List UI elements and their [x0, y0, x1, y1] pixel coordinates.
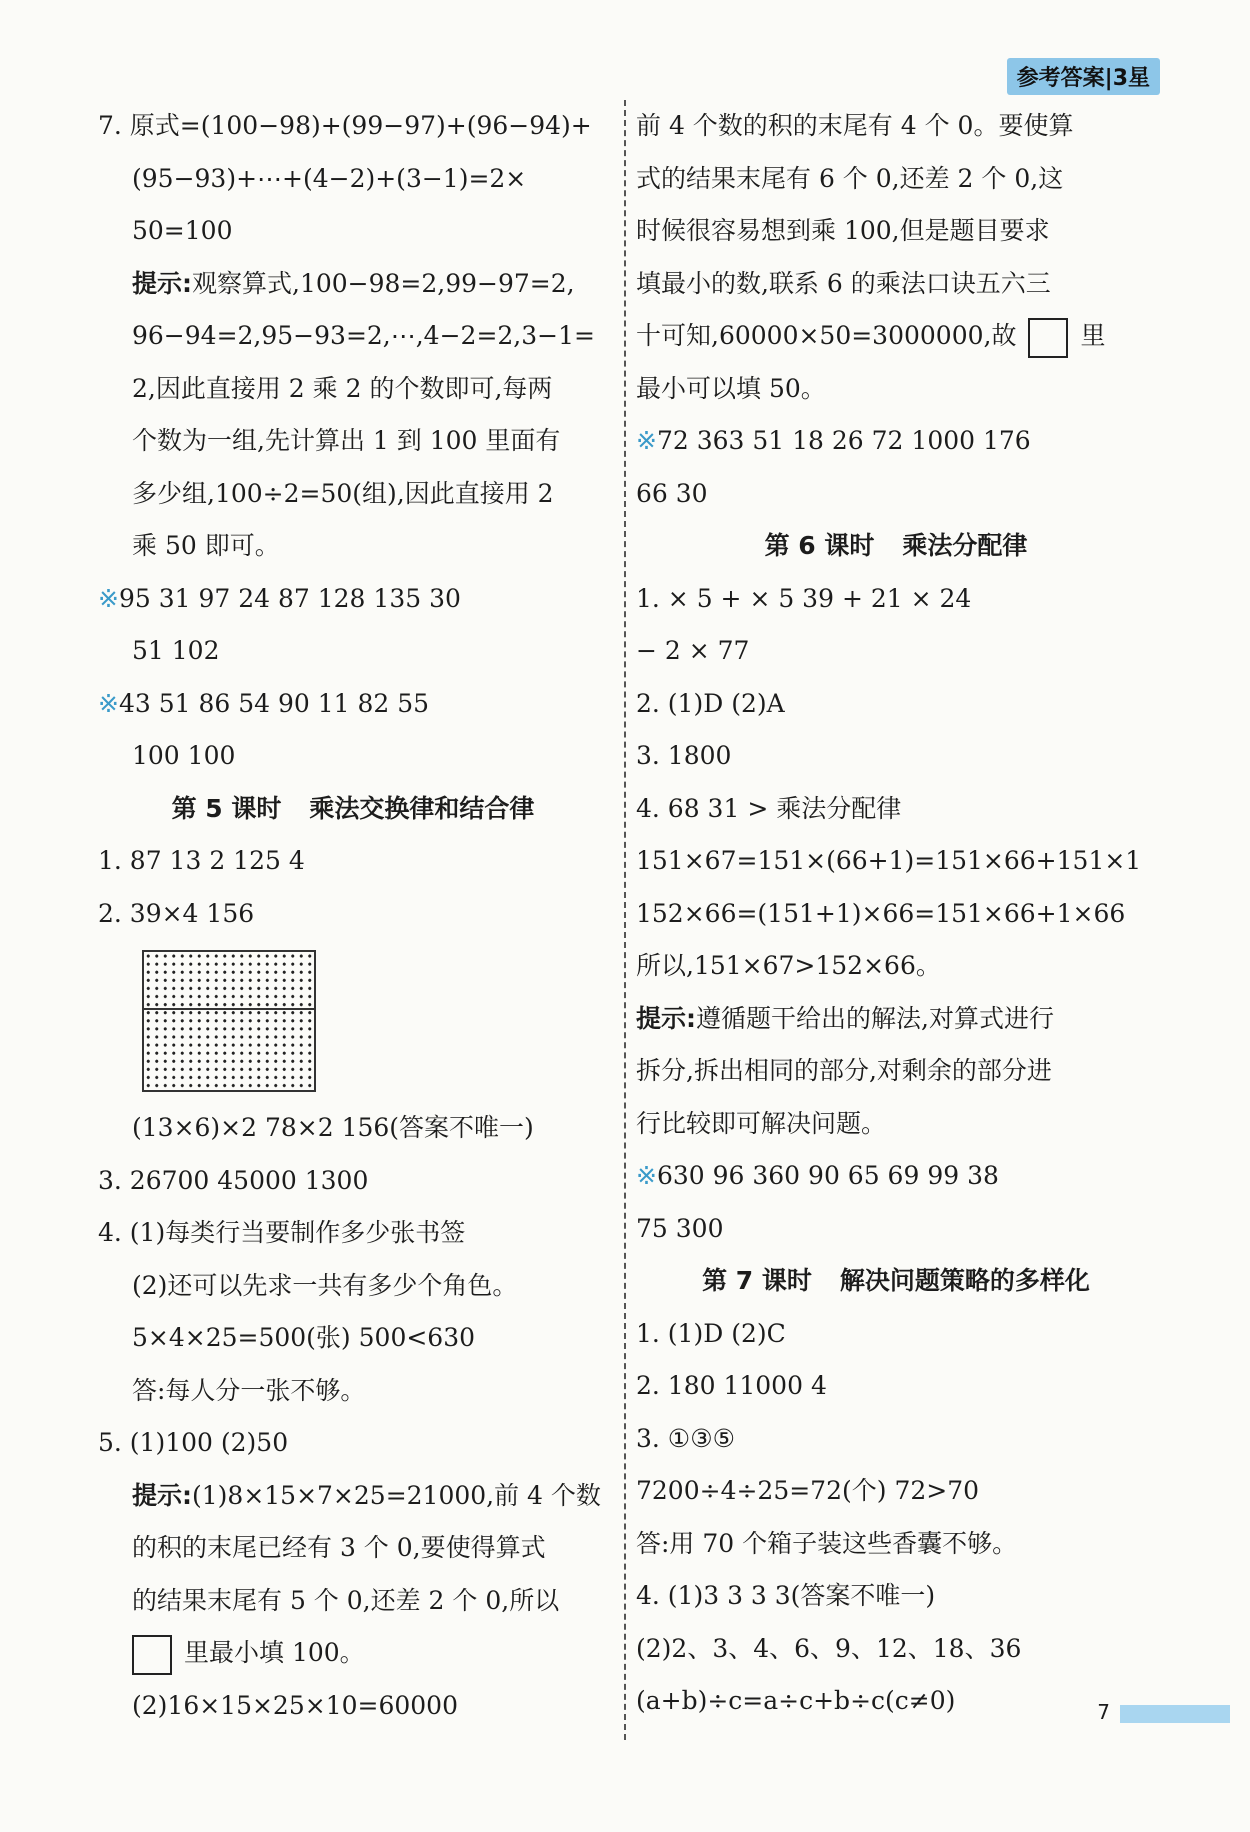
answer-line — [98, 415, 608, 468]
answer-text-tail: 里 — [1080, 321, 1106, 350]
answer-text: 66 30 — [636, 478, 708, 508]
answer-line — [636, 1045, 1156, 1098]
lesson-title: 乘法分配律 — [902, 531, 1028, 560]
hint-label: 提示: — [636, 1003, 696, 1033]
hint-label: 提示: — [132, 268, 192, 298]
answer-text: − 2 × 77 — [636, 636, 750, 665]
answer-text: 2. 39×4 156 — [98, 898, 255, 928]
answer-text: 3. 26700 45000 1300 — [98, 1165, 369, 1195]
answer-text: 的积的末尾已经有 3 个 0,要使得算式 — [132, 1533, 546, 1562]
answer-line — [636, 1203, 1156, 1256]
answer-line — [98, 258, 608, 311]
section-heading — [636, 520, 1156, 573]
answer-text: (13×6)×2 78×2 156(答案不唯一) — [132, 1113, 534, 1142]
answer-line — [98, 100, 608, 153]
answer-line — [636, 310, 1156, 363]
answer-line — [98, 468, 608, 521]
answer-line — [636, 468, 1156, 521]
answer-text: 7. 原式=(100−98)+(99−97)+(96−94)+ — [98, 111, 592, 140]
answer-line — [98, 1260, 608, 1313]
extension-mark: ※ — [636, 1161, 657, 1190]
hint-label: 提示: — [132, 1480, 192, 1510]
answer-line — [98, 1470, 608, 1523]
footer-accent-bar — [1120, 1705, 1230, 1723]
lesson-title: 乘法交换律和结合律 — [309, 793, 535, 823]
answer-line — [636, 783, 1156, 836]
right-column — [636, 100, 1156, 1728]
answer-line — [98, 1575, 608, 1628]
answer-line — [98, 1680, 608, 1733]
answer-line — [636, 100, 1156, 153]
answer-line — [98, 573, 608, 626]
answer-text: 里最小填 100。 — [184, 1638, 365, 1667]
section-heading — [636, 1255, 1156, 1308]
answer-line — [636, 415, 1156, 468]
answer-line — [98, 835, 608, 888]
answer-text: 72 363 51 18 26 72 1000 176 — [656, 426, 1031, 455]
answer-text: 100 100 — [132, 741, 236, 770]
answer-text: 152×66=(151+1)×66=151×66+1×66 — [636, 898, 1126, 928]
page-number: 7 — [1097, 1700, 1110, 1724]
answer-line — [98, 1365, 608, 1418]
answer-line — [636, 730, 1156, 783]
answer-text: 2. 180 11000 4 — [636, 1371, 827, 1400]
extension-mark: ※ — [98, 583, 119, 613]
answer-line — [98, 363, 608, 416]
answer-text: 时候很容易想到乘 100,但是题目要求 — [636, 216, 1050, 245]
answer-line — [98, 625, 608, 678]
answer-text: 拆分,拆出相同的部分,对剩余的部分进 — [636, 1056, 1052, 1085]
answer-text: (2)16×15×25×10=60000 — [132, 1690, 458, 1720]
answer-text: 43 51 86 54 90 11 82 55 — [118, 688, 430, 718]
answer-line — [636, 1150, 1156, 1203]
answer-line — [636, 205, 1156, 258]
answer-line — [636, 1360, 1156, 1413]
answer-line — [98, 1102, 608, 1155]
section-heading — [98, 783, 608, 836]
answer-text: 4. (1)每类行当要制作多少张书签 — [98, 1218, 466, 1247]
answer-line — [98, 1155, 608, 1208]
answer-line — [98, 888, 608, 941]
answer-text: 151×67=151×(66+1)=151×66+151×1 — [636, 846, 1142, 875]
answer-line — [636, 573, 1156, 626]
answer-line — [636, 1465, 1156, 1518]
answer-text: 75 300 — [636, 1213, 724, 1243]
answer-text: 5. (1)100 (2)50 — [98, 1428, 289, 1457]
lesson-title: 解决问题策略的多样化 — [839, 1266, 1090, 1295]
extension-mark: ※ — [98, 688, 119, 718]
answer-text: 十可知,60000×50=3000000,故 — [636, 321, 1017, 350]
answer-text: 遵循题干给出的解法,对算式进行 — [696, 1003, 1054, 1033]
answer-text: 最小可以填 50。 — [636, 373, 826, 403]
answer-line — [98, 310, 608, 363]
answer-text: 2. (1)D (2)A — [636, 688, 785, 718]
answer-text: 1. × 5 + × 5 39 + 21 × 24 — [636, 583, 972, 613]
answer-line — [636, 1413, 1156, 1466]
answer-text: 所以,151×67>152×66。 — [636, 951, 941, 980]
answer-line — [636, 1675, 1156, 1728]
answer-line — [636, 1308, 1156, 1361]
answer-line — [98, 730, 608, 783]
answer-text: 4. (1)3 3 3 3(答案不唯一) — [636, 1581, 936, 1610]
answer-text: (2)2、3、4、6、9、12、18、36 — [636, 1633, 1022, 1663]
answer-line — [98, 1522, 608, 1575]
answer-text: 前 4 个数的积的末尾有 4 个 0。要使算 — [636, 111, 1074, 140]
answer-line — [636, 993, 1156, 1046]
left-column — [98, 100, 608, 1732]
answer-text: 填最小的数,联系 6 的乘法口诀五六三 — [636, 268, 1051, 298]
answer-text: 乘 50 即可。 — [132, 531, 280, 560]
answer-text: 630 96 360 90 65 69 99 38 — [656, 1161, 999, 1190]
answer-line — [636, 678, 1156, 731]
answer-text: 的结果末尾有 5 个 0,还差 2 个 0,所以 — [132, 1585, 560, 1615]
dot-grid-figure — [142, 950, 316, 1092]
answer-text: (2)还可以先求一共有多少个角色。 — [132, 1270, 518, 1300]
answer-text: (95−93)+⋯+(4−2)+(3−1)=2× — [132, 163, 527, 193]
grid-split-line — [144, 1008, 314, 1010]
answer-text: 行比较即可解决问题。 — [636, 1108, 887, 1138]
answer-text: 1. (1)D (2)C — [636, 1318, 786, 1348]
answer-line — [636, 363, 1156, 416]
answer-text: 答:用 70 个箱子装这些香囊不够。 — [636, 1528, 1018, 1558]
answer-text: 3. 1800 — [636, 741, 732, 770]
answer-line — [636, 888, 1156, 941]
answer-text: 个数为一组,先计算出 1 到 100 里面有 — [132, 426, 561, 455]
answer-line — [636, 625, 1156, 678]
lesson-number: 第 6 课时 — [764, 531, 875, 560]
answer-text: 1. 87 13 2 125 4 — [98, 846, 305, 875]
column-divider — [624, 100, 626, 1740]
answer-text: 7200÷4÷25=72(个) 72>70 — [636, 1476, 980, 1505]
answer-text: 观察算式,100−98=2,99−97=2, — [192, 268, 575, 298]
answer-line — [636, 1518, 1156, 1571]
answer-text: 4. 68 31 > 乘法分配律 — [636, 793, 902, 823]
answer-line — [98, 1417, 608, 1470]
answer-text: 3. ①③⑤ — [636, 1423, 736, 1453]
answer-line — [636, 258, 1156, 311]
answer-text: 式的结果末尾有 6 个 0,还差 2 个 0,这 — [636, 163, 1064, 193]
answer-text: 2,因此直接用 2 乘 2 的个数即可,每两 — [132, 373, 553, 403]
answer-text: (1)8×15×7×25=21000,前 4 个数 — [192, 1480, 601, 1510]
answer-line — [636, 835, 1156, 888]
answer-text: 多少组,100÷2=50(组),因此直接用 2 — [132, 478, 554, 508]
answer-box — [132, 1635, 172, 1675]
answer-text: 95 31 97 24 87 128 135 30 — [118, 583, 461, 613]
answer-line — [636, 940, 1156, 993]
answer-text: 5×4×25=500(张) 500<630 — [132, 1323, 476, 1352]
lesson-number: 第 5 课时 — [171, 793, 282, 823]
answer-line — [98, 1207, 608, 1260]
answer-line — [98, 678, 608, 731]
answer-line — [636, 1570, 1156, 1623]
answer-line — [636, 1098, 1156, 1151]
answer-line — [636, 1623, 1156, 1676]
answer-line — [98, 1627, 608, 1680]
answer-text: 50=100 — [132, 216, 233, 245]
answer-line — [636, 153, 1156, 206]
extension-mark: ※ — [636, 426, 657, 455]
answer-text: 96−94=2,95−93=2,⋯,4−2=2,3−1= — [132, 321, 595, 350]
lesson-number: 第 7 课时 — [702, 1266, 812, 1295]
answer-key-badge: 参考答案|3星 — [1007, 58, 1160, 95]
answer-box — [1028, 318, 1068, 358]
answer-line — [98, 205, 608, 258]
answer-line — [98, 153, 608, 206]
answer-text: (a+b)÷c=a÷c+b÷c(c≠0) — [636, 1686, 956, 1715]
answer-line — [98, 520, 608, 573]
answer-text: 答:每人分一张不够。 — [132, 1375, 366, 1405]
answer-line — [98, 1312, 608, 1365]
answer-text: 51 102 — [132, 636, 220, 665]
